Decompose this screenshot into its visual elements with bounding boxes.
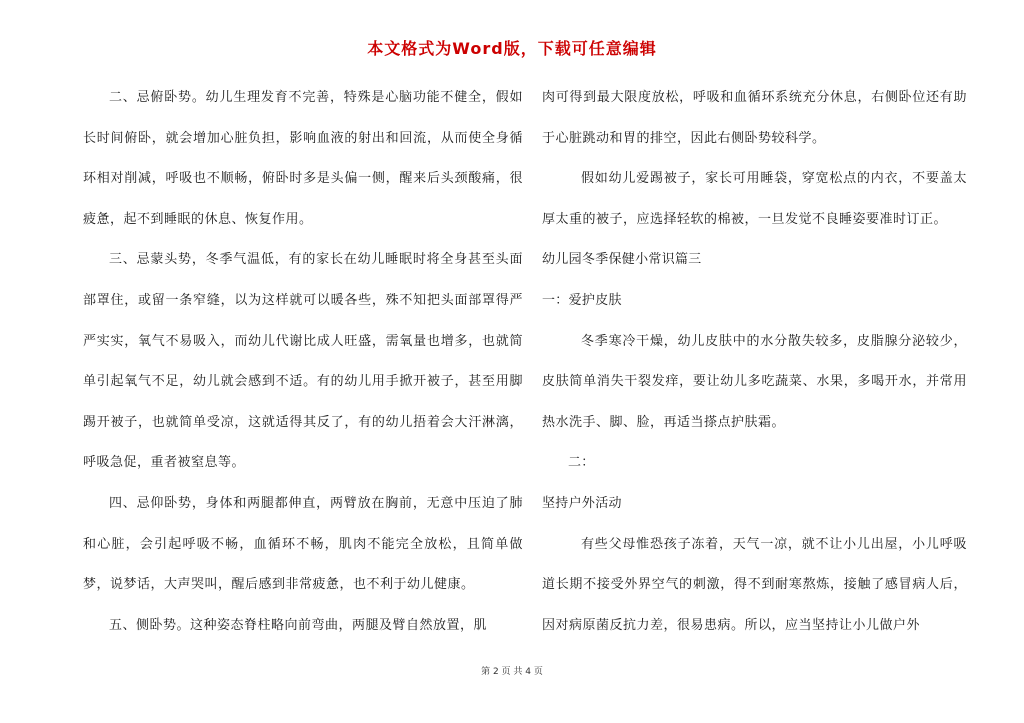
- paragraph-prone-position: 二、忌俯卧势。幼儿生理发育不完善，特殊是心脑功能不健全，假如长时间俯卧，就会增加心脏负担，影响血液的射出和回流，从而使全身循环相对削减，呼吸也不顺畅，俯卧时多是头偏一侧，醒来后头颈酸痛，很疲惫，起不到睡眠的休息、恢复作用。: [83, 90, 523, 227]
- subheading-skin-care: 一：爱护皮肤: [542, 292, 622, 308]
- paragraph-kicking-quilt: 假如幼儿爱踢被子，家长可用睡袋，穿宽松点的内衣，不要盖太厚太重的被子，应选择轻软的棉被，一旦发觉不良睡姿要准时订正。: [542, 171, 967, 227]
- document-banner: 本文格式为Word版，下载可任意编辑: [367, 39, 657, 58]
- right-column: [542, 78, 967, 646]
- paragraph-covered-head: 三、忌蒙头势，冬季气温低，有的家长在幼儿睡眠时将全身甚至头面部罩住，或留一条窄缝，以为这样就可以暖各些，殊不知把头面部罩得严严实实，氧气不易吸入，而幼儿代谢比成人旺盛，需氧量也增多，也就简单引起氧气不足，幼儿就会感到不适。有的幼儿用手掀开被子，甚至用脚踢开被子，也就简单受凉，这就适得其反了，有的幼儿捂着会大汗淋漓，呼吸急促，重者被窒息等。: [83, 252, 523, 471]
- paragraph-supine-position: 四、忌仰卧势，身体和两腿都伸直，两臂放在胸前，无意中压迫了肺和心脏，会引起呼吸不畅，血循环不畅，肌肉不能完全放松，且简单做梦，说梦话，大声哭叫，醒后感到非常疲惫，也不利于幼儿健康。: [83, 495, 523, 593]
- paragraph-side-position: 五、侧卧势。这种姿态脊柱略向前弯曲，两腿及臂自然放置，肌: [109, 617, 488, 633]
- paragraph-side-position-cont: 肉可得到最大限度放松，呼吸和血循环系统充分休息，右侧卧位还有助于心脏跳动和胃的排空，因此右侧卧势较科学。: [542, 90, 967, 146]
- paragraph-skin-care: 冬季寒冷干燥，幼儿皮肤中的水分散失较多，皮脂腺分泌较少，皮肤简单消失干裂发痒，要让幼儿多吃蔬菜、水果，多喝开水，并常用热水洗手、脚、脸，再适当搽点护肤霜。: [542, 333, 967, 430]
- subheading-number-two: 二：: [568, 455, 595, 471]
- page-number: 第 2 页 共 4 页: [481, 667, 543, 677]
- subheading-outdoor-activity: 坚持户外活动: [542, 495, 622, 511]
- left-column: [83, 78, 523, 646]
- section-heading: 幼儿园冬季保健小常识篇三: [542, 252, 702, 268]
- paragraph-outdoor-activity: 有些父母惟恐孩子冻着，天气一凉，就不让小儿出屋，小儿呼吸道长期不接受外界空气的刺激，得不到耐寒熬炼，接触了感冒病人后，因对病原菌反抗力差，很易患病。所以，应当坚持让小儿做户外: [542, 536, 967, 633]
